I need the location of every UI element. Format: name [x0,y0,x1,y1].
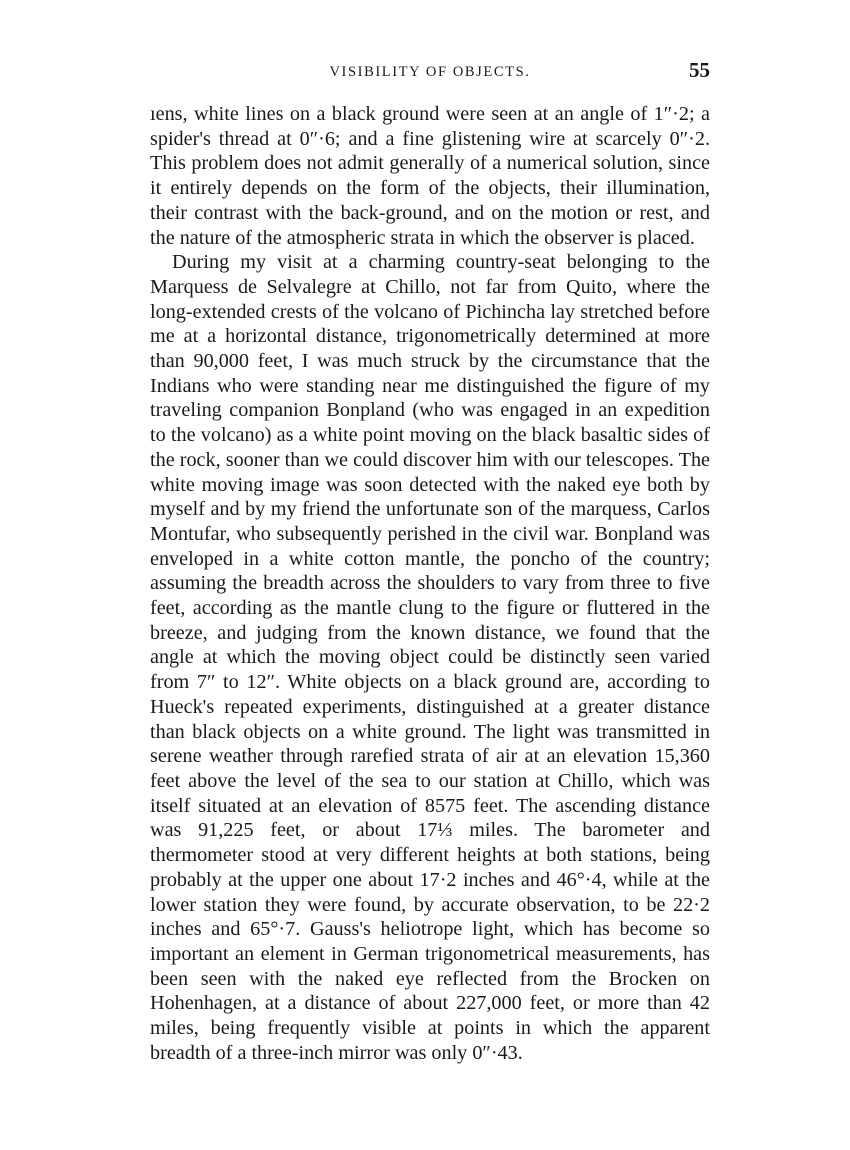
book-page [150,52,710,1065]
page-number: 55 [689,58,710,82]
paragraph-continuation: ıens, white lines on a black ground were seen at an angle of 1″·2; a spider's thread at 0″·6; and a fine glistening wire at scarcely 0″·2. This problem does not admit generally of a numerical solution, since it entirely depends on the form of the objects, their illumination, their contrast with the back-ground, and on the motion or rest, and the nature of the atmospheric strata in which the observer is placed. [150,103,710,249]
running-head [150,52,710,92]
body-text [150,102,710,1065]
running-title: VISIBILITY OF OBJECTS. [329,64,531,80]
paragraph-chillo-visit: During my visit at a charming country-seat belonging to the Marquess de Selvalegre at Chillo, not far from Quito, where the long-extended crests of the volcano of Pichincha lay stretched before me at a horizontal distance, trigonometrically determined at more than 90,000 feet, I was much struck by the circumstance that the Indians who were standing near me distinguished the figure of my traveling companion Bonpland (who was engaged in an expedition to the volcano) as a white point moving on the black basaltic sides of the rock, sooner than we could discover him with our telescopes. The white moving image was soon detected with the naked eye both by myself and by my friend the unfortunate son of the marquess, Carlos Montufar, who subsequently perished in the civil war. Bonpland was enveloped in a white cotton mantle, the poncho of the country; assuming the breadth across the shoulders to vary from three to five feet, according as the mantle clung to the figure or fluttered in the breeze, and judging from the known distance, we found that the angle at which the moving object could be distinctly seen varied from 7″ to 12″. White objects on a black ground are, according to Hueck's repeated experiments, distinguished at a greater distance than black objects on a white ground. The light was transmitted in serene weather through rarefied strata of air at an elevation 15,360 feet above the level of the sea to our station at Chillo, which was itself situated at an elevation of 8575 feet. The ascending distance was 91,225 feet, or about 17⅓ miles. The barometer and thermometer stood at very different heights at both stations, being probably at the upper one about 17·2 inches and 46°·4, while at the lower station they were found, by accurate observation, to be 22·2 inches and 65°·7. Gauss's heliotrope light, which has become so important an element in German trigonometrical measurements, has been seen with the naked eye reflected from the Brocken on Hohenhagen, at a distance of about 227,000 feet, or more than 42 miles, being frequently visible at points in which the apparent breadth of a three-inch mirror was only 0″·43. [150,251,710,1064]
